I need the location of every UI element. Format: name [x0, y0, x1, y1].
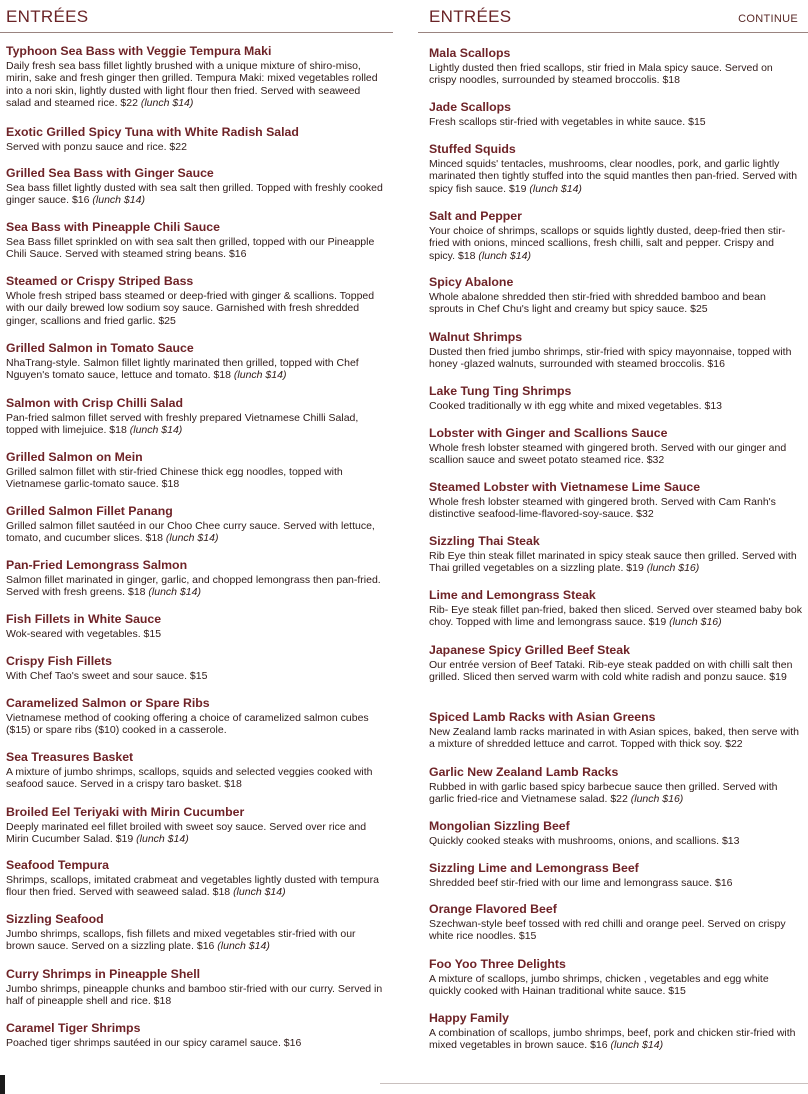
menu-item-desc: [429, 62, 802, 87]
menu-item-description: Sea Bass fillet sprinkled on with sea salt then grilled, topped with our Pineapple Chili Sauce. Served with steamed string beans. $16: [6, 236, 375, 261]
menu-item-name: Sea Treasures Basket: [6, 750, 134, 764]
lunch-price: (lunch $14): [610, 1039, 664, 1052]
menu-item-name: Garlic New Zealand Lamb Racks: [429, 765, 619, 779]
menu-item-desc: [429, 291, 802, 316]
menu-item-desc: [6, 412, 387, 437]
menu-item-description: Rib- Eye steak fillet pan-fried, baked then sliced. Served over steamed baby bok choy. Topped with lime and lemongrass sauce. $19: [429, 604, 802, 629]
menu-item-desc: [429, 604, 802, 629]
menu-item-name: Grilled Salmon on Mein: [6, 450, 143, 464]
menu-item: [429, 142, 802, 195]
menu-item: [6, 125, 387, 153]
menu-item: [6, 750, 387, 791]
menu-item-desc: [429, 659, 802, 684]
menu-item-desc: [6, 628, 387, 640]
menu-item-name: Crispy Fish Fillets: [6, 654, 112, 668]
menu-item: [6, 858, 387, 899]
menu-item-desc: [429, 973, 802, 998]
lunch-price: (lunch $14): [529, 182, 582, 195]
menu-item-name: Grilled Sea Bass with Ginger Sauce: [6, 166, 214, 180]
menu-item-desc: [6, 236, 387, 261]
menu-item-description: NhaTrang-style. Salmon fillet lightly marinated then grilled, topped with Chef Nguyen's tomato sauce, lettuce and tomato. $18: [6, 357, 359, 382]
menu-item-desc: [6, 141, 387, 153]
menu-item-desc: [429, 346, 802, 371]
menu-item-description: Shredded beef stir-fried with our lime and lemongrass sauce. $16: [429, 877, 733, 889]
menu-item-desc: [6, 574, 387, 599]
menu-item: [429, 480, 802, 521]
menu-item-name: Sizzling Thai Steak: [429, 534, 540, 548]
menu-item-name: Jade Scallops: [429, 100, 512, 114]
menu-item: [429, 710, 802, 751]
menu-item-name: Happy Family: [429, 1011, 509, 1025]
menu-item-desc: [6, 520, 387, 545]
menu-item-description: Deeply marinated eel fillet broiled with sweet soy sauce. Served over rice and Mirin Cucumber Salad. $19: [6, 821, 367, 846]
menu-item: [429, 902, 802, 943]
menu-item-description: A combination of scallops, jumbo shrimps, beef, pork and chicken stir-fried with mixed vegetables in brown sauce. $16: [429, 1027, 796, 1052]
menu-item: [6, 220, 387, 261]
menu-item: [6, 44, 387, 110]
menu-item-name: Stuffed Squids: [429, 142, 516, 156]
lunch-price: (lunch $14): [165, 532, 219, 545]
menu-item: [6, 166, 387, 207]
menu-item-desc: [6, 290, 387, 327]
menu-item-desc: [429, 496, 802, 521]
menu-item-name: Orange Flavored Beef: [429, 902, 557, 916]
menu-item: [6, 558, 387, 599]
menu-item-description: Jumbo shrimps, pineapple chunks and bamboo stir-fried with our curry. Served in half of pineapple shell and rice. $18: [6, 983, 383, 1008]
menu-item-name: Spicy Abalone: [429, 275, 514, 289]
menu-item-description: Shrimps, scallops, imitated crabmeat and vegetables lightly dusted with tempura flour then fried. Served with seaweed salad. $18: [6, 874, 379, 899]
menu-item-desc: [429, 781, 802, 806]
menu-item: [429, 330, 802, 371]
menu-item-name: Lobster with Ginger and Scallions Sauce: [429, 426, 668, 440]
menu-item-desc: [6, 766, 387, 791]
menu-item-desc: [429, 835, 802, 847]
menu-item: [6, 967, 387, 1008]
lunch-price: (lunch $16): [669, 616, 722, 629]
menu-item-name: Curry Shrimps in Pineapple Shell: [6, 967, 201, 981]
menu-item-description: Our entrée version of Beef Tataki. Rib-eye steak padded on with chilli salt then grilled. Sliced then served warm with cold white radish and ponzu sauce. $19: [429, 659, 793, 684]
menu-item: [429, 957, 802, 998]
menu-item: [6, 341, 387, 382]
menu-item-description: Rib Eye thin steak fillet marinated in spicy steak sauce then grilled. Served with Thai grilled vegetables on a sizzling plate. $19: [429, 550, 797, 575]
menu-item: [429, 861, 802, 889]
menu-item-description: Jumbo shrimps, scallops, fish fillets and mixed vegetables stir-fried with our brown sauce. Served on a sizzling plate. $16: [6, 928, 356, 953]
lunch-price: (lunch $16): [646, 562, 700, 575]
menu-item-name: Mongolian Sizzling Beef: [429, 819, 570, 833]
menu-item-name: Caramel Tiger Shrimps: [6, 1021, 141, 1035]
menu-item-name: Steamed Lobster with Vietnamese Lime Sauce: [429, 480, 701, 494]
menu-item-description: Fresh scallops stir-fried with vegetables in white sauce. $15: [429, 116, 706, 128]
lunch-price: (lunch $14): [129, 424, 183, 437]
menu-item-description: A mixture of jumbo shrimps, scallops, squids and selected veggies cooked with seafood sauce. Served in a crispy taro basket. $18: [6, 766, 373, 791]
left-column-header: [0, 0, 393, 33]
menu-item: [429, 100, 802, 128]
right-column-header: [418, 0, 808, 33]
scan-edge-mark: [0, 1075, 5, 1094]
menu-item-description: With Chef Tao's sweet and sour sauce. $15: [6, 670, 208, 682]
menu-item: [429, 426, 802, 467]
menu-item-desc: [429, 726, 802, 751]
bottom-rule: [380, 1083, 808, 1084]
menu-item-name: Fish Fillets in White Sauce: [6, 612, 162, 626]
menu-item: [6, 1021, 387, 1049]
menu-item: [429, 534, 802, 575]
menu-item-name: Broiled Eel Teriyaki with Mirin Cucumber: [6, 805, 245, 819]
menu-item-name: Japanese Spicy Grilled Beef Steak: [429, 643, 630, 657]
menu-item-name: Lake Tung Ting Shrimps: [429, 384, 572, 398]
menu-item-desc: [429, 1027, 802, 1052]
menu-item-description: Served with ponzu sauce and rice. $22: [6, 141, 187, 153]
lunch-price: (lunch $14): [478, 249, 531, 262]
menu-item: [429, 819, 802, 847]
menu-item-desc: [6, 670, 387, 682]
menu-item: [6, 805, 387, 846]
menu-item-description: Whole abalone shredded then stir-fried with shredded bamboo and bean sprouts in Chef Chu's light and creamy but spicy sauce. $25: [429, 291, 766, 316]
menu-item-description: Whole fresh lobster steamed with gingered broth. Served with Cam Ranh's distinctive seafood-lime-flavored-soy-sauce. $32: [429, 496, 776, 521]
menu-item-desc: [429, 918, 802, 943]
menu-item-name: Typhoon Sea Bass with Veggie Tempura Maki: [6, 44, 272, 58]
menu-item-description: Dusted then fried jumbo shrimps, stir-fried with spicy mayonnaise, topped with honey -glazed walnuts, surrounded with steamed broccolis. $16: [429, 346, 792, 371]
menu-item-description: Daily fresh sea bass fillet lightly brushed with a unique mixture of shiro-miso, mirin, sake and fresh ginger then grilled. Tempura Maki: mixed vegetables rolled into a nori skin, lightly dusted with light flour then fried. Served with seaweed salad and steamed rice. $22: [6, 60, 378, 110]
menu-item: [429, 275, 802, 316]
menu-item-desc: [6, 712, 387, 737]
menu-item-desc: [429, 158, 802, 195]
lunch-price: (lunch $14): [140, 97, 194, 110]
menu-item-name: Foo Yoo Three Delights: [429, 957, 566, 971]
lunch-price: (lunch $14): [92, 194, 145, 207]
menu-item-desc: [429, 400, 802, 412]
lunch-price: (lunch $14): [136, 833, 189, 846]
menu-item-name: Sizzling Seafood: [6, 912, 104, 926]
menu-item-description: Poached tiger shrimps sautéed in our spicy caramel sauce. $16: [6, 1037, 302, 1049]
menu-item-description: New Zealand lamb racks marinated in with Asian spices, baked, then serve with a mixture of shredded lettuce and carrot. Topped with thick soy. $22: [429, 726, 800, 751]
menu-item: [429, 1011, 802, 1052]
menu-item-description: Salmon fillet marinated in ginger, garlic, and chopped lemongrass then pan-fried. Served with fresh greens. $18: [6, 574, 381, 599]
menu-item-name: Seafood Tempura: [6, 858, 109, 872]
menu-item-desc: [6, 928, 387, 953]
menu-item-name: Walnut Shrimps: [429, 330, 523, 344]
menu-item-description: Sea bass fillet lightly dusted with sea salt then grilled. Topped with freshly cooked ginger sauce. $16: [6, 182, 383, 207]
menu-item-desc: [6, 466, 387, 491]
left-column: [0, 0, 393, 1049]
menu-item: [6, 504, 387, 545]
menu-item-name: Sizzling Lime and Lemongrass Beef: [429, 861, 639, 875]
menu-item-description: A mixture of scallops, jumbo shrimps, chicken , vegetables and egg white quickly cooked with Hainan traditional white sauce. $15: [429, 973, 769, 998]
menu-item: [429, 46, 802, 87]
continue-label: CONTINUE: [738, 13, 798, 25]
menu-item: [6, 396, 387, 437]
menu-item-description: Rubbed in with garlic based spicy barbecue sauce then grilled. Served with garlic fried-rice and Vietnamese salad. $22: [429, 781, 778, 806]
menu-item-desc: [6, 983, 387, 1008]
menu-item-description: Lightly dusted then fried scallops, stir fried in Mala spicy sauce. Served on crispy noodles, surrounded by steamed broccolis. $18: [429, 62, 773, 87]
menu-item-description: Vietnamese method of cooking offering a choice of caramelized salmon cubes ($15) or spare ribs ($10) cooked in a casserole.: [6, 712, 369, 737]
menu-item-description: Your choice of shrimps, scallops or squids lightly dusted, deep-fried then stir-fried with onions, minced scallions, fresh chilli, salt and pepper. Crispy and spicy. $18: [429, 225, 786, 262]
menu-item-description: Pan-fried salmon fillet served with freshly prepared Vietnamese Chilli Salad, topped with limejuice. $18: [6, 412, 359, 437]
menu-item-name: Sea Bass with Pineapple Chili Sauce: [6, 220, 220, 234]
menu-item-desc: [6, 1037, 387, 1049]
menu-item: [6, 912, 387, 953]
menu-item: [6, 696, 387, 737]
menu-item: [6, 450, 387, 491]
menu-item-description: Quickly cooked steaks with mushrooms, onions, and scallions. $13: [429, 835, 740, 847]
menu-item: [6, 612, 387, 640]
menu-item: [429, 209, 802, 262]
menu-item-name: Grilled Salmon Fillet Panang: [6, 504, 173, 518]
menu-item-description: Minced squids' tentacles, mushrooms, clear noodles, pork, and garlic lightly marinated then tightly stuffed into the squid mantles then pan-fried. Served with spicy fish sauce. $19: [429, 158, 798, 195]
menu-item-description: Whole fresh striped bass steamed or deep-fried with ginger & scallions. Topped with our daily brewed low sodium soy sauce. Garnished with fresh shredded ginger, scallions and fried garlic. $25: [6, 290, 375, 327]
menu-item-name: Spiced Lamb Racks with Asian Greens: [429, 710, 656, 724]
left-heading: ENTRÉES: [6, 7, 89, 26]
menu-item-description: Szechwan-style beef tossed with red chilli and orange peel. Served on crispy white rice noodles. $15: [429, 918, 786, 943]
lunch-price: (lunch $14): [233, 886, 286, 899]
menu-item-name: Steamed or Crispy Striped Bass: [6, 274, 194, 288]
menu-item: [429, 588, 802, 629]
menu-item-desc: [429, 877, 802, 889]
lunch-price: (lunch $14): [148, 586, 201, 599]
menu-item-name: Salt and Pepper: [429, 209, 522, 223]
menu-item: [6, 274, 387, 327]
menu-item-description: Grilled salmon fillet with stir-fried Chinese thick egg noodles, topped with Vietnamese garlic-tomato sauce. $18: [6, 466, 343, 491]
menu-item-description: Grilled salmon fillet sautéed in our Choo Chee curry sauce. Served with lettuce, tomato, and cucumber slices. $18: [6, 520, 375, 545]
menu-item-name: Exotic Grilled Spicy Tuna with White Radish Salad: [6, 125, 299, 139]
menu-item-desc: [6, 874, 387, 899]
menu-item-description: Wok-seared with vegetables. $15: [6, 628, 162, 640]
menu-item-desc: [429, 442, 802, 467]
menu-item: [429, 384, 802, 412]
menu-item-desc: [429, 116, 802, 128]
menu-item-name: Mala Scallops: [429, 46, 511, 60]
menu-item-description: Whole fresh lobster steamed with gingered broth. Served with our ginger and scallion sauce and sweet potato steamed rice. $32: [429, 442, 787, 467]
right-column: [418, 0, 808, 1052]
menu-item-desc: [6, 182, 387, 207]
menu-item-desc: [6, 357, 387, 382]
menu-item-name: Grilled Salmon in Tomato Sauce: [6, 341, 194, 355]
right-heading: ENTRÉES: [429, 7, 512, 26]
menu-item: [6, 654, 387, 682]
menu-item: [429, 765, 802, 806]
menu-item-name: Pan-Fried Lemongrass Salmon: [6, 558, 188, 572]
menu-item-desc: [429, 225, 802, 262]
menu-item-description: Cooked traditionally w ith egg white and mixed vegetables. $13: [429, 400, 723, 412]
lunch-price: (lunch $14): [233, 369, 287, 382]
menu-item-name: Lime and Lemongrass Steak: [429, 588, 596, 602]
lunch-price: (lunch $14): [217, 940, 270, 953]
menu-item-name: Salmon with Crisp Chilli Salad: [6, 396, 183, 410]
menu-item: [429, 643, 802, 684]
menu-item-desc: [6, 821, 387, 846]
lunch-price: (lunch $16): [630, 793, 684, 806]
menu-item-desc: [429, 550, 802, 575]
menu-item-desc: [6, 60, 387, 110]
menu-item-name: Caramelized Salmon or Spare Ribs: [6, 696, 210, 710]
